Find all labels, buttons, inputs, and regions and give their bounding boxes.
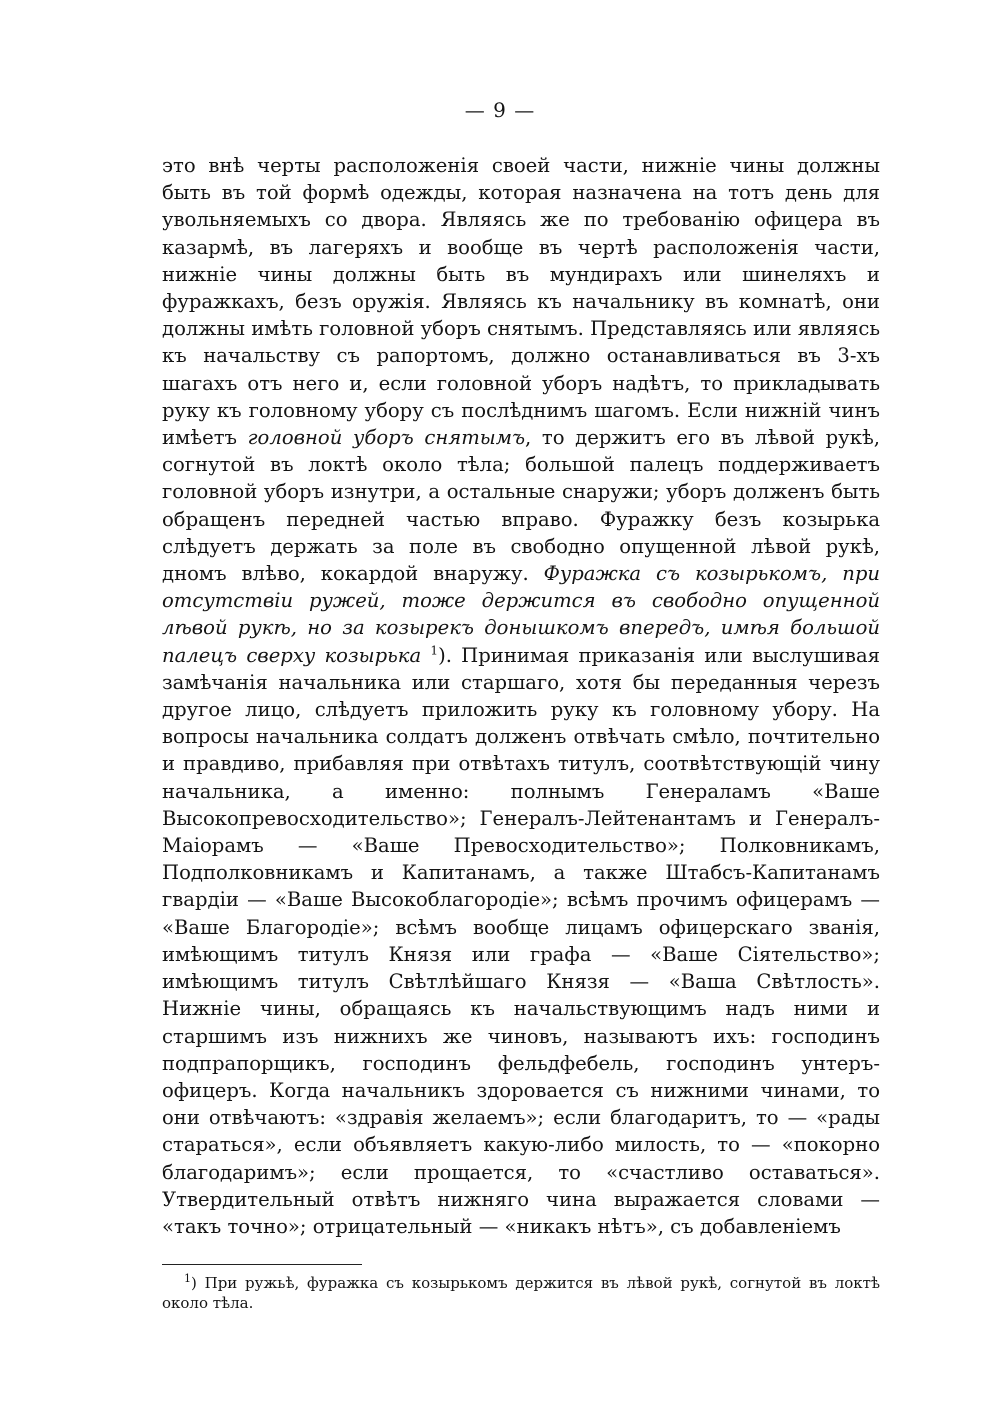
page-number: — 9 — bbox=[464, 98, 536, 122]
body-segment: это внѣ черты расположенія своей части, нижніе чины должны быть въ той формѣ одежды, которая назначена на тотъ день для увольняемыхъ со двора. Являясь же по требованію офицера въ казармѣ, въ лагеряхъ и вообще въ чертѣ расположенія части, нижніе чины должны быть въ мундирахъ или шинеляхъ и фуражкахъ, безъ оружія. Являясь къ начальнику въ комнатѣ, они должны имѣть головной уборъ снятымъ. Представляясь или являясь къ начальству съ рапортомъ, должно останавливаться въ 3-хъ шагахъ отъ него и, если головной уборъ надѣтъ, то прикладывать руку къ головному убору съ послѣднимъ шагомъ. Если нижній чинъ имѣетъ bbox=[162, 154, 880, 450]
body-text bbox=[162, 152, 880, 1240]
footnote-reference[interactable]: 1 bbox=[430, 643, 439, 658]
footnote-text: ) При ружьѣ, фуражка съ козырькомъ держится въ лѣвой рукѣ, согнутой въ локтѣ около тѣла. bbox=[162, 1274, 880, 1312]
footnote bbox=[162, 1273, 880, 1313]
body-italic-segment: головной уборъ снятымъ bbox=[247, 426, 526, 450]
body-segment: ). Принимая приказанія или выслушивая замѣчанія начальника или старшаго, хотя бы переданныя черезъ другое лицо, слѣдуетъ приложить руку къ головному убору. На вопросы начальника солдатъ долженъ отвѣчать смѣло, почтительно и правдиво, прибавляя при отвѣтахъ титулъ, соотвѣтствующій чину начальника, а именно: полнымъ Генераламъ «Ваше Высокопревосходительство»; Генералъ-Лейтенантамъ и Генералъ-Маіорамъ — «Ваше Превосходительство»; Полковникамъ, Подполковникамъ и Капитанамъ, а также Штабсъ-Капитанамъ гвардіи — «Ваше Высокоблагородіе»; всѣмъ прочимъ офицерамъ — «Ваше Благородіе»; всѣмъ вообще лицамъ офицерскаго званія, имѣющимъ титулъ Князя или графа — «Ваше Сіятельство»; имѣющимъ титулъ Свѣтлѣйшаго Князя — «Ваша Свѣтлость». Нижніе чины, обращаясь къ начальствующимъ надъ ними и старшимъ изъ нижнихъ же чиновъ, называютъ ихъ: господинъ подпрапорщикъ, господинъ фельдфебель, господинъ унтеръ-офицеръ. Когда начальникъ здоровается съ нижними чинами, то они отвѣчаютъ: «здравія желаемъ»; если благодаритъ, то — «рады стараться», если объявляетъ какую-либо милость, то — «покорно благодаримъ»; если прощается, то «счастливо оставаться». Утвердительный отвѣтъ нижняго чина выражается словами — «такъ точно»; отрицательный — «никакъ нѣтъ», съ добавленіемъ bbox=[162, 643, 881, 1238]
body-italic-segment: Фуражка съ козырькомъ, при отсутствіи ружей, тоже держится въ свободно опущенной лѣвой рукѣ, но за козырекъ донышкомъ впередъ, имѣя большой палецъ сверху козырька bbox=[162, 562, 880, 667]
footnote-marker: 1 bbox=[184, 1272, 191, 1285]
body-segment: , то держитъ его въ лѣвой рукѣ, согнутой въ локтѣ около тѣла; большой палецъ поддерживаетъ головной уборъ изнутри, а остальные снаружи; уборъ долженъ быть обращенъ передней частью вправо. Фуражку безъ козырька слѣдуетъ держать за поле въ свободно опущенной лѣвой рукѣ, дномъ влѣво, кокардой внаружу. bbox=[162, 426, 880, 586]
footnote-divider bbox=[162, 1264, 362, 1265]
